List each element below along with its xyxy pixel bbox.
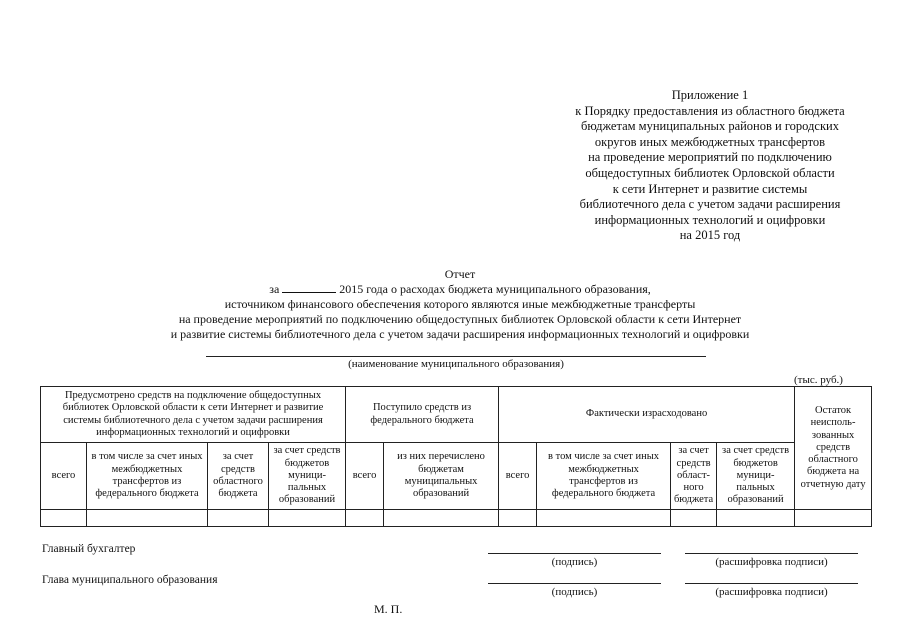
head-decoding-field[interactable] <box>685 583 858 584</box>
table-cell[interactable] <box>87 510 208 527</box>
subheader-planned-federal: в том числе за счет иных межбюджетных трансфертов из федерального бюджета <box>87 443 208 510</box>
table-cell[interactable] <box>41 510 87 527</box>
report-line: и развитие системы библиотечного дела с учетом задачи расширения информационных технологий и оцифровки <box>170 327 750 341</box>
report-title: Отчет <box>444 267 476 281</box>
header-remainder: Остаток неисполь-зованных средств областного бюджета на отчетную дату <box>795 387 872 510</box>
table-cell[interactable] <box>499 510 537 527</box>
table-cell[interactable] <box>717 510 795 527</box>
annex-line: к Порядку предоставления из областного бюджета <box>575 103 845 118</box>
header-spent: Фактически израсходовано <box>499 387 795 443</box>
annex-line: округов иных межбюджетных трансфертов <box>594 134 826 149</box>
table-cell[interactable] <box>208 510 269 527</box>
annex-header <box>540 88 880 244</box>
header-planned: Предусмотрено средств на подключение общедоступных библиотек Орловской области к сети Интернет и развитие системы библиотечного дела с учетом задачи расширения информационных технологий и оцифровки <box>41 387 346 443</box>
report-table <box>40 386 872 527</box>
chief-accountant-signature-field[interactable] <box>488 553 661 554</box>
report-period-line <box>100 282 820 297</box>
annex-line: к сети Интернет и развитие системы <box>612 181 808 196</box>
chief-accountant-label: Главный бухгалтер <box>42 543 136 555</box>
period-blank-field[interactable] <box>282 282 336 293</box>
subheader-spent-municipal: за счет средств бюджетов муници-пальных образований <box>717 443 795 510</box>
decoding-caption: (расшифровка подписи) <box>715 556 828 568</box>
report-period-prefix: за <box>269 282 280 296</box>
annex-line: бюджетам муниципальных районов и городских <box>581 119 839 134</box>
table-cell[interactable] <box>795 510 872 527</box>
header-received: Поступило средств из федерального бюджета <box>346 387 499 443</box>
subheader-planned-regional: за счет средств областного бюджета <box>208 443 269 510</box>
decoding-caption: (расшифровка подписи) <box>715 586 828 598</box>
table-cell[interactable] <box>537 510 671 527</box>
report-line: на проведение мероприятий по подключению общедоступных библиотек Орловской области к сети Интернет <box>178 312 742 326</box>
subheader-received-transferred: из них перечислено бюджетам муниципальных образований <box>384 443 499 510</box>
chief-accountant-decoding-field[interactable] <box>685 553 858 554</box>
annex-line: на 2015 год <box>679 228 741 243</box>
subheader-spent-total: всего <box>499 443 537 510</box>
subheader-spent-regional: за счет средств област-ного бюджета <box>671 443 717 510</box>
annex-line: Приложение 1 <box>671 88 749 102</box>
annex-line: на проведение мероприятий по подключению <box>588 150 832 165</box>
subheader-planned-total: всего <box>41 443 87 510</box>
subheader-spent-federal: в том числе за счет иных межбюджетных трансфертов из федерального бюджета <box>537 443 671 510</box>
table-row <box>41 510 872 527</box>
annex-line: информационных технологий и оцифровки <box>594 212 826 227</box>
table-cell[interactable] <box>346 510 384 527</box>
units-label: (тыс. руб.) <box>794 374 843 386</box>
report-line: источником финансового обеспечения которого являются иные межбюджетные трансферты <box>224 297 696 311</box>
subheader-planned-municipal: за счет средств бюджетов муници-пальных образований <box>269 443 346 510</box>
table-cell[interactable] <box>384 510 499 527</box>
subheader-received-total: всего <box>346 443 384 510</box>
signature-caption: (подпись) <box>551 556 598 568</box>
municipality-caption: (наименование муниципального образования) <box>348 358 564 370</box>
head-signature-field[interactable] <box>488 583 661 584</box>
signature-caption: (подпись) <box>551 586 598 598</box>
annex-line: библиотечного дела с учетом задачи расширения <box>579 197 841 212</box>
head-label: Глава муниципального образования <box>42 574 218 586</box>
table-cell[interactable] <box>671 510 717 527</box>
report-heading <box>100 267 820 342</box>
municipality-name-field[interactable] <box>206 356 706 357</box>
stamp-placeholder: М. П. <box>374 602 403 616</box>
table-cell[interactable] <box>269 510 346 527</box>
annex-line: общедоступных библиотек Орловской области <box>585 165 835 180</box>
report-period-suffix: 2015 года о расходах бюджета муниципального образования, <box>339 282 651 296</box>
